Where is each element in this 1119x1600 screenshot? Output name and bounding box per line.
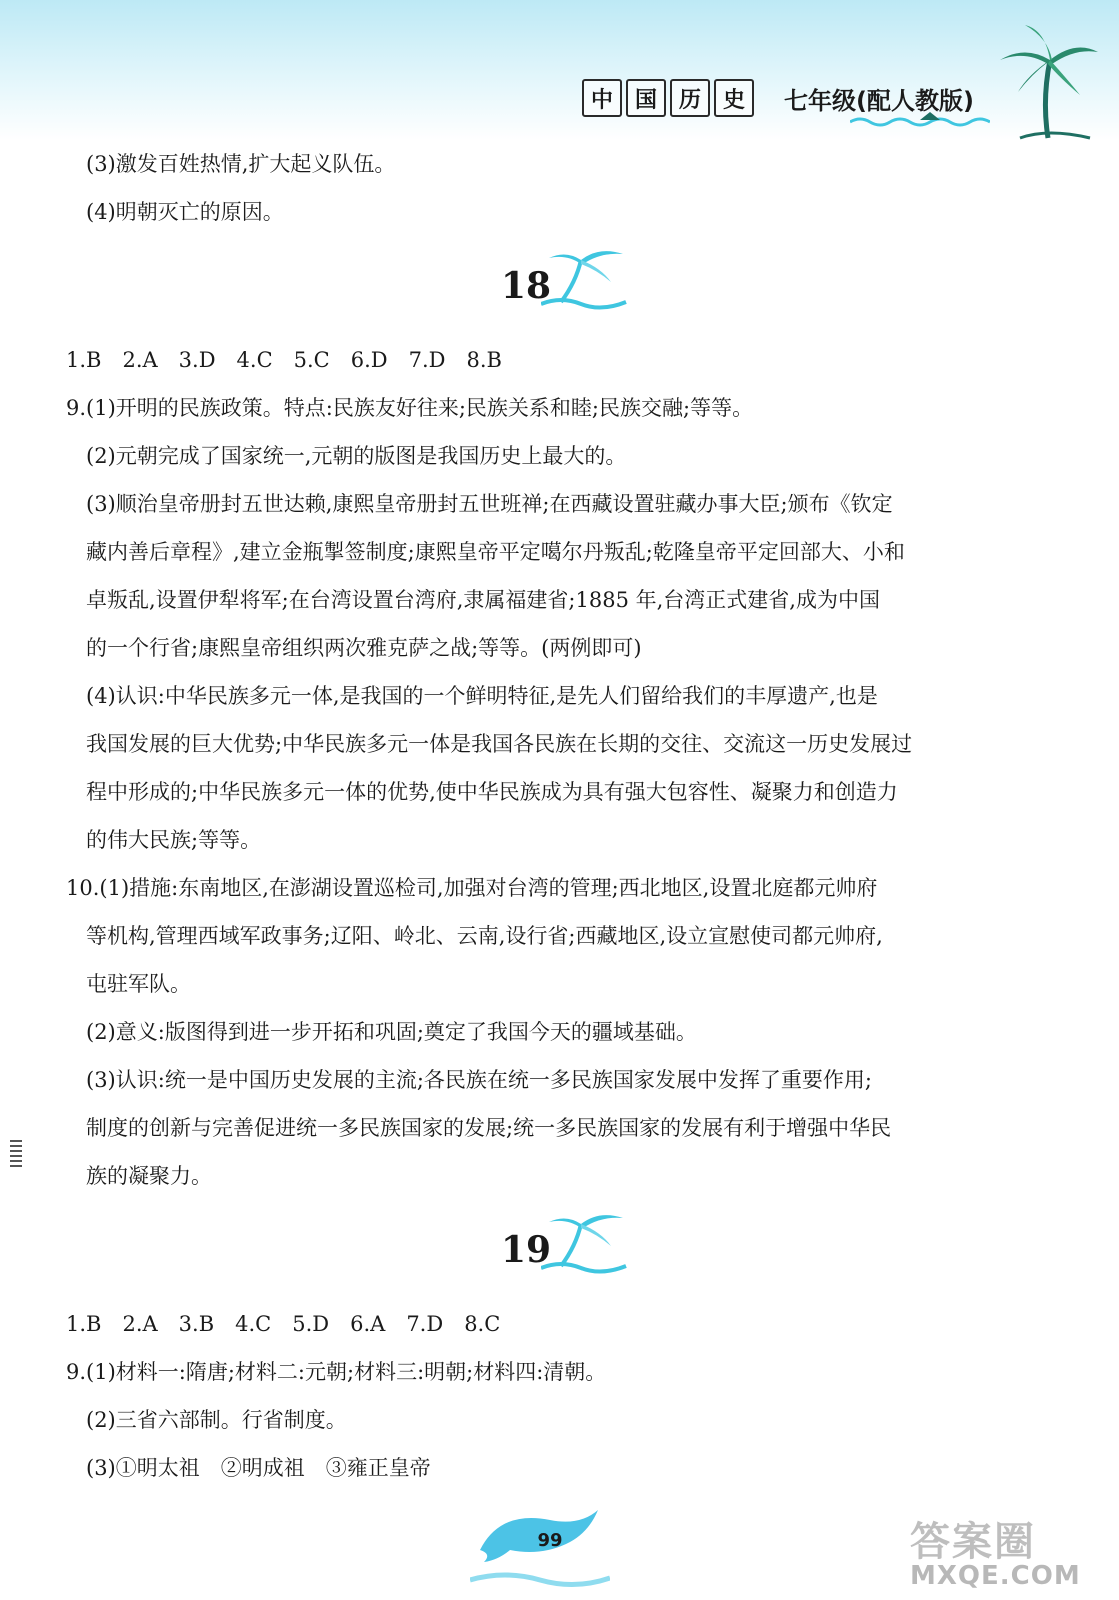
answer-content — [66, 140, 1066, 1492]
subject-char: 历 — [670, 79, 710, 117]
section-heading-18 — [66, 236, 1066, 336]
palm-wave-icon — [541, 1206, 631, 1276]
answer-line: 等机构,管理西域军政事务;辽阳、岭北、云南,设行省;西藏地区,设立宣慰使司都元帅府, — [86, 924, 883, 948]
answer-line: 的一个行省;康熙皇帝组织两次雅克萨之战;等等。(两例即可) — [86, 636, 642, 660]
watermark-logo-text: 答案圈 — [910, 1519, 1036, 1565]
answer-line: 藏内善后章程》,建立金瓶掣签制度;康熙皇帝平定噶尔丹叛乱;乾隆皇帝平定回部大、小和 — [86, 540, 905, 564]
answer-line: 1.B 2.A 3.D 4.C 5.C 6.D 7.D 8.B — [66, 348, 502, 372]
palm-tree-icon — [990, 20, 1100, 140]
watermark-url: MXQE.COM — [910, 1561, 1081, 1591]
answer-line: 10.(1)措施:东南地区,在澎湖设置巡检司,加强对台湾的管理;西北地区,设置北庭都元帅府 — [66, 876, 878, 900]
intro-line: (4)明朝灭亡的原因。 — [86, 200, 284, 224]
answer-line: 制度的创新与完善促进统一多民族国家的发展;统一多民族国家的发展有利于增强中华民 — [86, 1116, 892, 1140]
section-18-answers — [66, 336, 1066, 1200]
page-number: 99 — [537, 1530, 563, 1551]
answer-line: 的伟大民族;等等。 — [86, 828, 262, 852]
grade-edition: 七年级(配人教版) — [784, 86, 974, 115]
section-number: 18 — [500, 265, 552, 307]
answer-line: (3)①明太祖 ②明成祖 ③雍正皇帝 — [86, 1456, 431, 1480]
answer-line: 1.B 2.A 3.B 4.C 5.D 6.A 7.D 8.C — [66, 1312, 501, 1336]
subject-char: 中 — [582, 79, 622, 117]
section-19-answers — [66, 1300, 1066, 1492]
palm-wave-icon — [541, 242, 631, 312]
margin-mark — [10, 1140, 22, 1170]
answer-line: (2)元朝完成了国家统一,元朝的版图是我国历史上最大的。 — [86, 444, 627, 468]
answer-line: (2)三省六部制。行省制度。 — [86, 1408, 347, 1432]
answer-line: 屯驻军队。 — [86, 972, 191, 996]
subject-char: 国 — [626, 79, 666, 117]
answer-line: (2)意义:版图得到进一步开拓和巩固;奠定了我国今天的疆域基础。 — [86, 1020, 697, 1044]
book-header — [582, 78, 974, 118]
answer-line: (4)认识:中华民族多元一体,是我国的一个鲜明特征,是先人们留给我们的丰厚遗产,也是 — [86, 684, 878, 708]
answer-line: 9.(1)材料一:隋唐;材料二:元朝;材料三:明朝;材料四:清朝。 — [66, 1360, 607, 1384]
subject-title — [582, 79, 754, 117]
answer-line: 程中形成的;中华民族多元一体的优势,使中华民族成为具有强大包容性、凝聚力和创造力 — [86, 780, 898, 804]
section-number: 19 — [500, 1229, 552, 1271]
answer-line: (3)顺治皇帝册封五世达赖,康熙皇帝册封五世班禅;在西藏设置驻藏办事大臣;颁布《钦定 — [86, 492, 893, 516]
answer-line: 卓叛乱,设置伊犁将军;在台湾设置台湾府,隶属福建省;1885 年,台湾正式建省,成为中国 — [86, 588, 880, 612]
site-watermark — [910, 1510, 1100, 1595]
answer-line: 9.(1)开明的民族政策。特点:民族友好往来;民族关系和睦;民族交融;等等。 — [66, 396, 754, 420]
intro-line: (3)激发百姓热情,扩大起义队伍。 — [86, 152, 396, 176]
answer-line: 我国发展的巨大优势;中华民族多元一体是我国各民族在长期的交往、交流这一历史发展过 — [86, 732, 913, 756]
answer-line: (3)认识:统一是中国历史发展的主流;各民族在统一多民族国家发展中发挥了重要作用; — [86, 1068, 872, 1092]
answer-line: 族的凝聚力。 — [86, 1164, 212, 1188]
section-heading-19 — [66, 1200, 1066, 1300]
subject-char: 史 — [714, 79, 754, 117]
